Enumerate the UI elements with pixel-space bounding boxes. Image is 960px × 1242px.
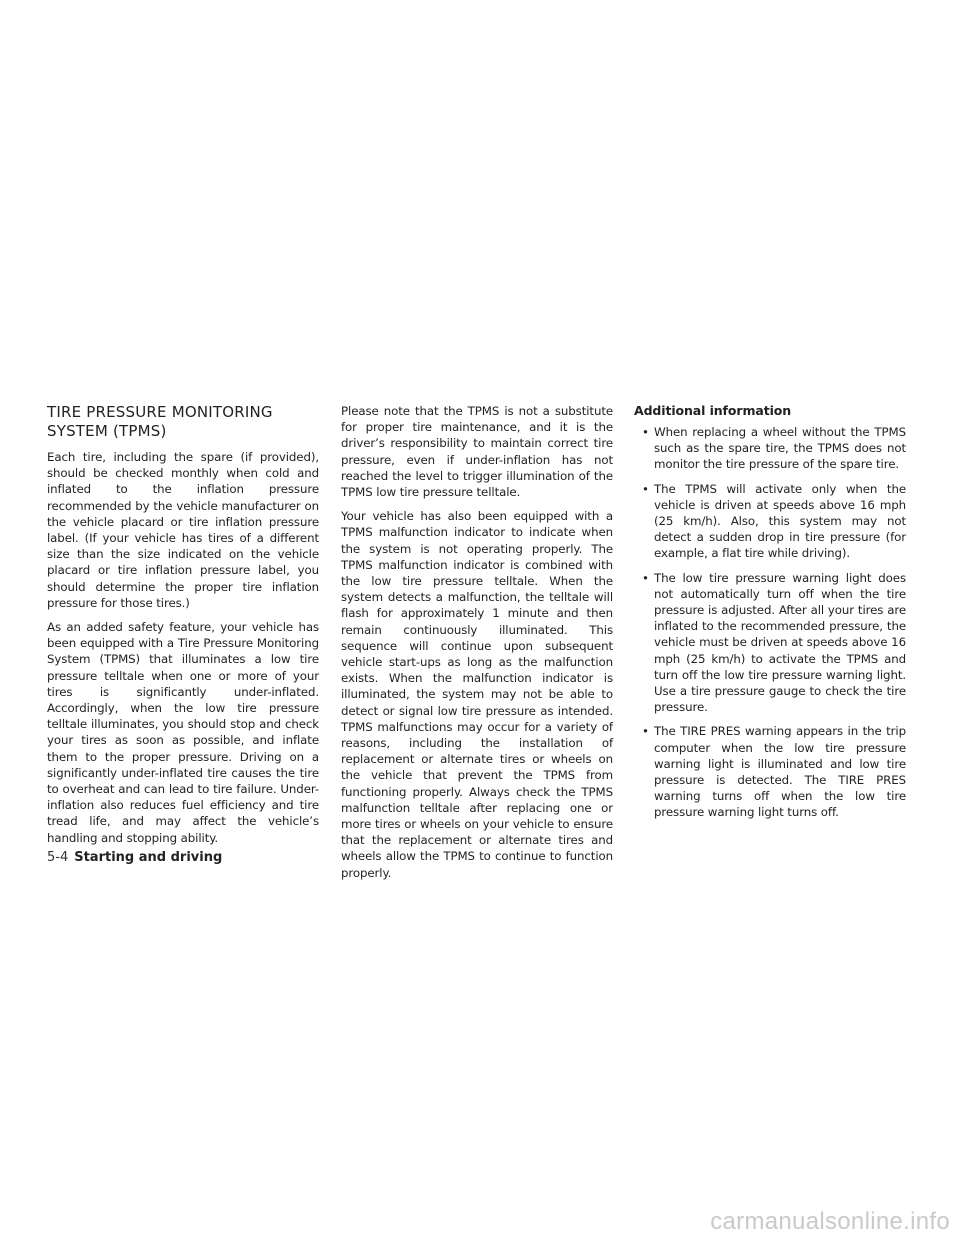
- section-title-line-2: SYSTEM (TPMS): [47, 422, 167, 440]
- list-item-text: The TIRE PRES warning appears in the trip computer when the low tire pressure warning light is illuminated and low tire pressure is detected. The TIRE PRES warning turns off when the low tire pressure warning light turns off.: [654, 724, 906, 820]
- column-left: [47, 403, 319, 854]
- bullet-marker: •: [642, 481, 649, 496]
- site-watermark: carmanualsonline.info: [710, 1208, 950, 1235]
- column-right: [634, 403, 906, 829]
- list-item: [634, 424, 906, 473]
- section-title: [47, 403, 319, 441]
- paragraph-tpms-malfunction: Your vehicle has also been equipped with a TPMS malfunction indicator to indicate when the system is not operating properly. The TPMS malfunction indicator is combined with the low tire pressure telltale. When the system detects a malfunction, the telltale will flash for approximately 1 minute and then remain continuously illuminated. This sequence will continue upon subsequent vehicle start-ups as long as the malfunction exists. When the malfunction indicator is illuminated, the system may not be able to detect or signal low tire pressure as intended. TPMS malfunctions may occur for a variety of reasons, including the installation of replacement or alternate tires or wheels on the vehicle that prevent the TPMS from functioning properly. Always check the TPMS malfunction telltale after replacing one or more tires or wheels on your vehicle to ensure that the replacement or alternate tires and wheels allow the TPMS to continue to function properly.: [341, 509, 613, 880]
- paragraph-tpms-safety-feature: As an added safety feature, your vehicle has been equipped with a Tire Pressure Monitoring System (TPMS) that illuminates a low tire pressure telltale when one or more of your tires is significantly under-inflated. Accordingly, when the low tire pressure telltale illuminates, you should stop and check your tires as soon as possible, and inflate them to the proper pressure. Driving on a significantly under-inflated tire causes the tire to overheat and can lead to tire failure. Under-inflation also reduces fuel efficiency and tire tread life, and may affect the vehicle’s handling and stopping ability.: [47, 620, 319, 845]
- list-item-text: The TPMS will activate only when the vehicle is driven at speeds above 16 mph (25 km/h). Also, this system may not detect a sudden drop in tire pressure (for example, a flat tire while driving).: [654, 481, 906, 561]
- list-item: [634, 481, 906, 562]
- list-item-text: When replacing a wheel without the TPMS such as the spare tire, the TPMS does not monitor the tire pressure of the spare tire.: [654, 425, 906, 472]
- paragraph-tpms-note: Please note that the TPMS is not a substitute for proper tire maintenance, and it is the driver’s responsibility to maintain correct tire pressure, even if under-inflation has not reached the level to trigger illumination of the TPMS low tire pressure telltale.: [341, 404, 613, 500]
- page-number: 5-4: [47, 850, 69, 865]
- additional-info-list: [634, 424, 906, 821]
- bullet-marker: •: [642, 425, 649, 439]
- list-item-text: The low tire pressure warning light does not automatically turn off when the tire pressure is adjusted. After all your tires are inflated to the recommended pressure, the vehicle must be driven at speeds above 16 mph (25 km/h) to activate the TPMS and turn off the low tire pressure warning light. Use a tire pressure gauge to check the tire pressure.: [654, 570, 906, 715]
- page-footer: [47, 850, 222, 866]
- section-title-line-1: TIRE PRESSURE MONITORING: [47, 403, 273, 421]
- chapter-title: Starting and driving: [74, 850, 223, 865]
- list-item: [634, 570, 906, 716]
- bullet-marker: •: [642, 570, 649, 585]
- list-item: [634, 723, 906, 820]
- additional-info-heading: Additional information: [634, 403, 792, 418]
- bullet-marker: •: [642, 724, 649, 739]
- paragraph-tire-check: Each tire, including the spare (if provided), should be checked monthly when cold and inflated to the inflation pressure recommended by the vehicle manufacturer on the vehicle placard or tire inflation pressure label. (If your vehicle has tires of a different size than the size indicated on the vehicle placard or tire inflation pressure label, you should determine the proper tire inflation pressure for those tires.): [47, 450, 319, 610]
- column-middle: [341, 403, 613, 889]
